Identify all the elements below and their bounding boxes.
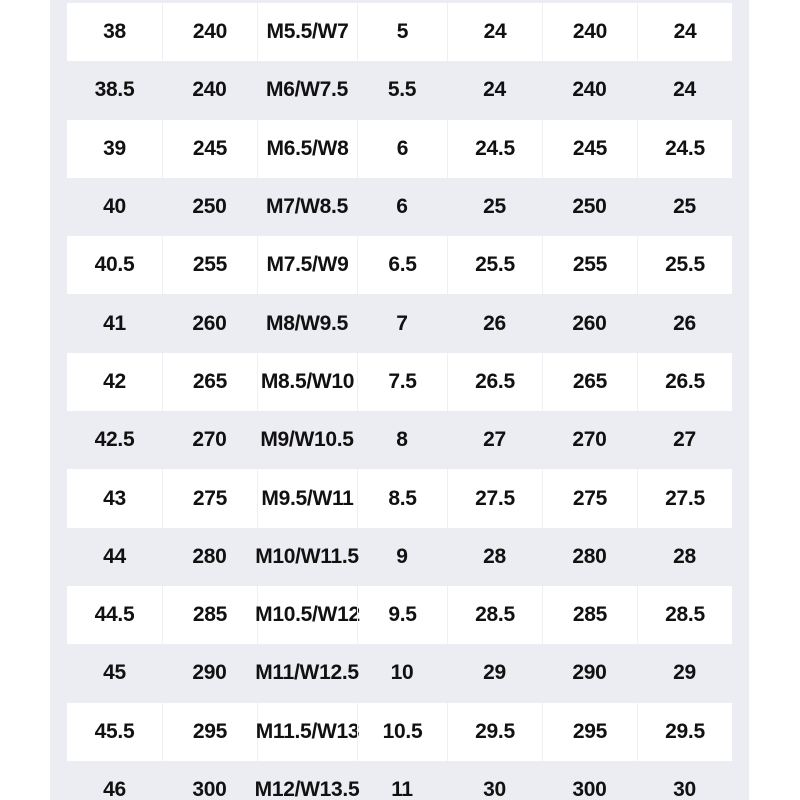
- table-cell-jp-size: 27.5: [637, 469, 732, 527]
- table-cell-mm-size: 280: [572, 544, 607, 568]
- table-row: [67, 644, 732, 702]
- table-cell-uk-size: 8.5: [357, 469, 447, 527]
- table-row: [67, 120, 732, 178]
- table-cell-cm-size: 30: [483, 778, 506, 800]
- table-cell-cm-size: 29: [483, 661, 506, 685]
- table-cell-cm-size: 26.5: [447, 353, 542, 411]
- table-cell-jp-size: 27: [673, 428, 696, 452]
- table-cell-us-size: M7/W8.5: [266, 195, 348, 219]
- table-cell-eu-size: 40: [103, 195, 126, 219]
- table-cell-mm-size: 250: [572, 195, 607, 219]
- table-cell-us-size: M12/W13.5: [254, 778, 360, 800]
- table-cell-uk-size: 6: [396, 195, 408, 219]
- table-cell-eu-size: 42.5: [94, 428, 135, 452]
- table-row: [67, 703, 732, 761]
- table-cell-us-size: M10.5/W12: [257, 586, 357, 644]
- table-cell-jp-size: 28.5: [637, 586, 732, 644]
- table-cell-foot-length-mm: 260: [192, 311, 227, 335]
- table-cell-eu-size: 44.5: [94, 603, 135, 627]
- table-cell-mm-size: 275: [542, 469, 637, 527]
- table-cell-eu-size: 44: [103, 544, 126, 568]
- table-row: [67, 528, 732, 586]
- table-cell-foot-length-mm: 245: [162, 120, 257, 178]
- table-cell-mm-size: 240: [542, 3, 637, 61]
- table-cell-cm-size: 27.5: [447, 469, 542, 527]
- table-cell-eu-size: 39: [103, 136, 126, 160]
- table-cell-eu-size: 40.5: [94, 253, 135, 277]
- table-cell-jp-size: 29: [673, 661, 696, 685]
- table-cell-cm-size: 24: [483, 78, 506, 102]
- table-cell-uk-size: 6.5: [357, 236, 447, 294]
- table-cell-jp-size: 28: [673, 544, 696, 568]
- table-row: [67, 294, 732, 352]
- table-cell-foot-length-mm: 255: [162, 236, 257, 294]
- table-cell-us-size: M7.5/W9: [257, 236, 357, 294]
- table-cell-jp-size: 24: [673, 78, 696, 102]
- table-cell-foot-length-mm: 275: [162, 469, 257, 527]
- table-cell-jp-size: 30: [673, 778, 696, 800]
- table-cell-mm-size: 295: [542, 703, 637, 761]
- table-cell-eu-size: 43: [103, 486, 126, 510]
- table-row: [67, 586, 732, 644]
- table-cell-eu-size: 42: [103, 369, 126, 393]
- table-cell-foot-length-mm: 240: [192, 78, 227, 102]
- table-cell-uk-size: 5: [357, 3, 447, 61]
- table-cell-jp-size: 24: [637, 3, 732, 61]
- table-cell-mm-size: 240: [572, 78, 607, 102]
- table-cell-foot-length-mm: 300: [192, 778, 227, 800]
- table-cell-eu-size: 38.5: [94, 78, 135, 102]
- table-cell-mm-size: 270: [572, 428, 607, 452]
- table-cell-eu-size: 46: [103, 778, 126, 800]
- table-cell-cm-size: 25: [483, 195, 506, 219]
- table-cell-foot-length-mm: 290: [192, 661, 227, 685]
- table-cell-us-size: M8/W9.5: [266, 311, 348, 335]
- table-cell-mm-size: 285: [542, 586, 637, 644]
- table-cell-cm-size: 25.5: [447, 236, 542, 294]
- table-cell-mm-size: 255: [542, 236, 637, 294]
- table-cell-jp-size: 26.5: [637, 353, 732, 411]
- table-cell-uk-size: 7.5: [357, 353, 447, 411]
- table-cell-foot-length-mm: 265: [162, 353, 257, 411]
- table-row: [67, 236, 732, 294]
- table-cell-eu-size: 45.5: [94, 719, 135, 743]
- size-table: [67, 3, 732, 800]
- table-cell-uk-size: 8: [396, 428, 408, 452]
- table-cell-cm-size: 29.5: [447, 703, 542, 761]
- table-cell-us-size: M9/W10.5: [260, 428, 354, 452]
- table-cell-uk-size: 6: [357, 120, 447, 178]
- table-row: [67, 178, 732, 236]
- table-cell-us-size: M6.5/W8: [257, 120, 357, 178]
- table-cell-eu-size: 41: [103, 311, 126, 335]
- table-cell-mm-size: 245: [542, 120, 637, 178]
- table-cell-eu-size: 45: [103, 661, 126, 685]
- table-cell-uk-size: 5.5: [387, 78, 417, 102]
- table-cell-foot-length-mm: 270: [192, 428, 227, 452]
- table-cell-jp-size: 29.5: [637, 703, 732, 761]
- table-cell-cm-size: 24: [447, 3, 542, 61]
- table-cell-us-size: M10/W11.5: [255, 544, 359, 568]
- table-cell-us-size: M11/W12.5: [255, 661, 359, 685]
- size-chart-panel: [50, 0, 749, 800]
- table-cell-jp-size: 25.5: [637, 236, 732, 294]
- table-cell-mm-size: 260: [572, 311, 607, 335]
- table-cell-mm-size: 290: [572, 661, 607, 685]
- table-cell-mm-size: 300: [572, 778, 607, 800]
- table-cell-jp-size: 26: [673, 311, 696, 335]
- table-cell-cm-size: 24.5: [447, 120, 542, 178]
- table-cell-foot-length-mm: 295: [162, 703, 257, 761]
- table-row: [67, 411, 732, 469]
- table-cell-cm-size: 27: [483, 428, 506, 452]
- table-cell-uk-size: 10: [390, 661, 414, 685]
- table-cell-us-size: M5.5/W7: [257, 3, 357, 61]
- table-row: [67, 761, 732, 800]
- table-cell-jp-size: 25: [673, 195, 696, 219]
- table-cell-eu-size: 38: [103, 20, 126, 44]
- table-cell-uk-size: 9: [396, 544, 408, 568]
- table-cell-uk-size: 7: [396, 311, 408, 335]
- table-cell-foot-length-mm: 250: [192, 195, 227, 219]
- table-cell-us-size: M8.5/W10: [257, 353, 357, 411]
- table-cell-mm-size: 265: [542, 353, 637, 411]
- table-row: [67, 353, 732, 411]
- table-row: [67, 61, 732, 119]
- table-cell-uk-size: 11: [391, 778, 413, 800]
- table-cell-cm-size: 28.5: [447, 586, 542, 644]
- table-row: [67, 3, 732, 61]
- table-cell-us-size: M11.5/W13: [257, 703, 357, 761]
- table-cell-foot-length-mm: 285: [162, 586, 257, 644]
- table-cell-us-size: M9.5/W11: [257, 469, 357, 527]
- table-cell-foot-length-mm: 240: [162, 3, 257, 61]
- table-cell-uk-size: 10.5: [357, 703, 447, 761]
- table-cell-cm-size: 28: [483, 544, 506, 568]
- table-cell-foot-length-mm: 280: [192, 544, 227, 568]
- table-row: [67, 469, 732, 527]
- table-cell-us-size: M6/W7.5: [266, 78, 348, 102]
- table-cell-jp-size: 24.5: [637, 120, 732, 178]
- table-cell-uk-size: 9.5: [357, 586, 447, 644]
- table-cell-cm-size: 26: [483, 311, 506, 335]
